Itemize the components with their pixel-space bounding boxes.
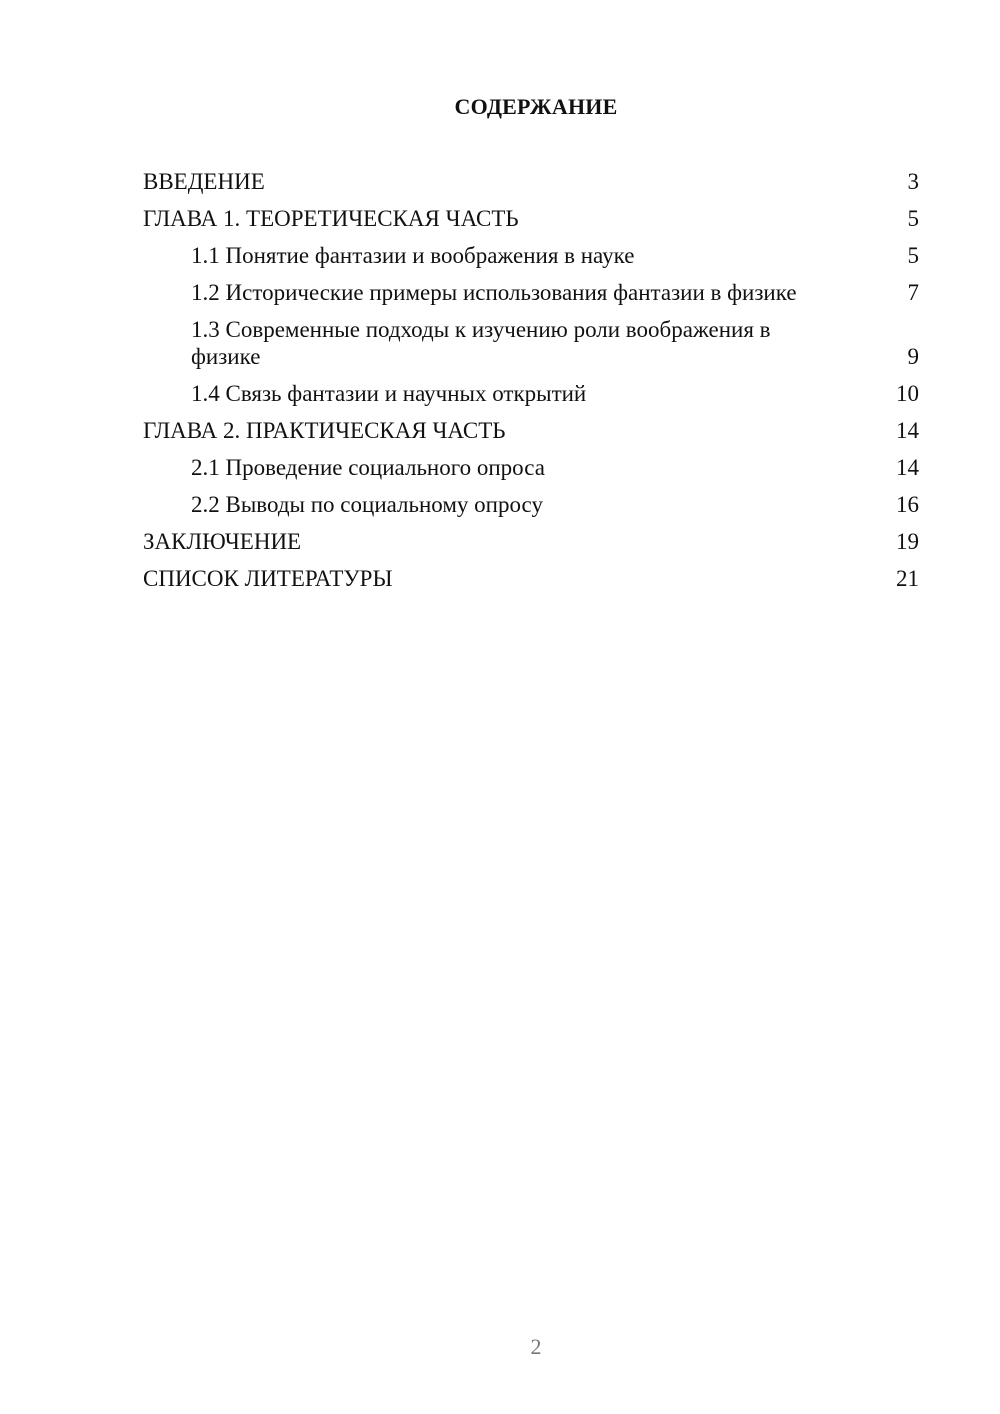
toc-entry-title: ЗАКЛЮЧЕНИЕ: [143, 529, 302, 554]
toc-entry-title: 1.2 Исторические примеры использования фантазии в физике: [191, 280, 797, 305]
toc-entry-title: СПИСОК ЛИТЕРАТУРЫ: [143, 566, 393, 591]
toc-entry-title: ГЛАВА 1. ТЕОРЕТИЧЕСКАЯ ЧАСТЬ: [143, 206, 519, 231]
toc-entry-title: 2.1 Проведение социального опроса: [191, 455, 545, 480]
toc-entry-page: 3: [907, 169, 919, 194]
toc-entry-page: 10: [896, 381, 919, 406]
toc-entry-title: ВВЕДЕНИЕ: [143, 169, 265, 194]
toc-entry-title: 1.3 Современные подходы к изучению роли воображения в физике: [191, 317, 771, 369]
toc-entry-section-1-3[interactable]: [143, 316, 919, 370]
page-title: СОДЕРЖАНИЕ: [454, 94, 618, 119]
toc-entry-page: 5: [907, 206, 919, 231]
toc-entry-title: 1.4 Связь фантазии и научных открытий: [191, 381, 587, 406]
toc-entry-conclusion[interactable]: [143, 528, 919, 555]
toc-entry-page: 21: [896, 566, 919, 591]
toc-entry-title: 2.2 Выводы по социальному опросу: [191, 492, 543, 517]
toc-entry-page: 7: [907, 280, 919, 305]
toc-entry-section-1-4[interactable]: [143, 380, 919, 407]
toc-entry-page: 5: [907, 243, 919, 268]
toc-entry-page: 9: [907, 344, 919, 369]
toc-entry-chapter-1[interactable]: [143, 205, 919, 232]
toc-entry-page: 14: [896, 455, 919, 480]
toc-entry-page: 16: [896, 492, 919, 517]
table-of-contents: [143, 168, 919, 602]
toc-entry-title: 1.1 Понятие фантазии и воображения в науке: [191, 243, 635, 268]
page-number: 2: [530, 1334, 542, 1359]
toc-entry-section-1-2[interactable]: [143, 279, 919, 306]
toc-entry-title: ГЛАВА 2. ПРАКТИЧЕСКАЯ ЧАСТЬ: [143, 418, 506, 443]
toc-entry-section-1-1[interactable]: [143, 242, 919, 269]
toc-entry-section-2-1[interactable]: [143, 454, 919, 481]
toc-entry-page: 19: [896, 529, 919, 554]
toc-entry-chapter-2[interactable]: [143, 417, 919, 444]
toc-entry-section-2-2[interactable]: [143, 491, 919, 518]
toc-entry-references[interactable]: [143, 565, 919, 592]
toc-entry-introduction[interactable]: [143, 168, 919, 195]
toc-entry-page: 14: [896, 418, 919, 443]
